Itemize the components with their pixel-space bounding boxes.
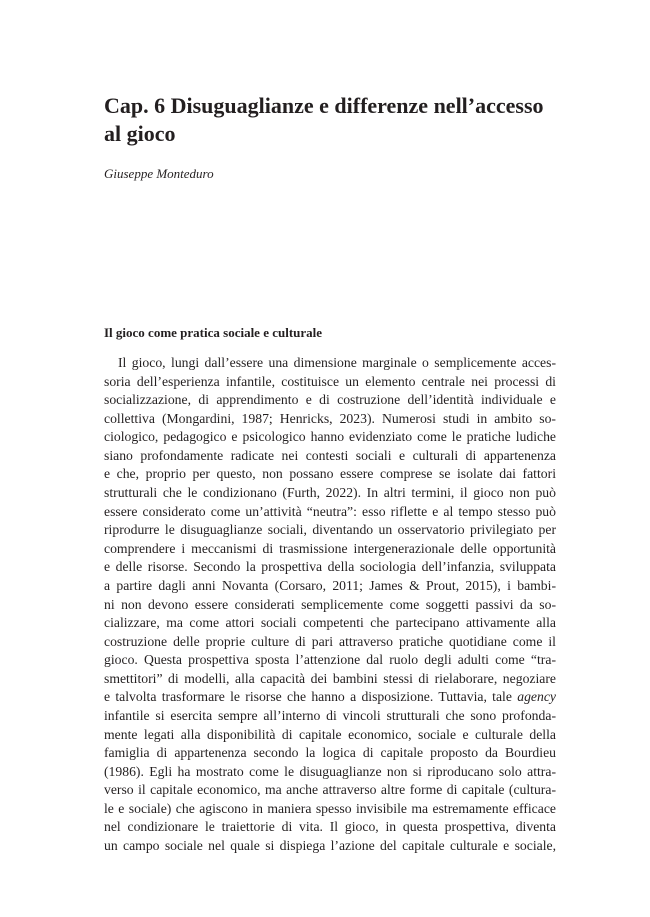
paragraph-line: smettitori” di modelli, alla capacità dei bambini stessi di rielaborare, negoziare bbox=[104, 670, 556, 686]
author-name: Giuseppe Monteduro bbox=[104, 166, 214, 181]
paragraph-line: nel condizionare le traiettorie di vita. Il gioco, in questa prospettiva, diventa bbox=[104, 819, 556, 835]
italic-term: agency bbox=[517, 689, 556, 705]
paragraph-line: le e sociale) che agiscono in maniera spesso invisibile ma estremamente efficace bbox=[104, 800, 556, 816]
paragraph-line: strutturali che le condizionano (Furth, 2022). In altri termini, il gioco non può bbox=[104, 485, 556, 501]
paragraph-line: soria dell’esperienza infantile, costituisce un elemento centrale nei processi di bbox=[104, 373, 556, 389]
paragraph-line: Il gioco, lungi dall’essere una dimensione marginale o semplicemente acces- bbox=[118, 355, 556, 370]
paragraph-line: comprendere i meccanismi di trasmissione intergenerazionale delle opportunità bbox=[104, 540, 556, 556]
paragraph-line: essere considerato come un’attività “neutra”: esso riflette e al tempo stesso può bbox=[104, 503, 556, 519]
paragraph-line: (1986). Egli ha mostrato come le disuguaglianze non si riproducano solo attra- bbox=[104, 763, 556, 779]
paragraph-line: gioco. Questa prospettiva sposta l’attenzione dal ruolo degli adulti come “tra- bbox=[104, 652, 556, 668]
paragraph-line: riprodurre le disuguaglianze sociali, diventando un osservatorio privilegiato per bbox=[104, 522, 556, 538]
paragraph-line: cializzare, ma come attori sociali competenti che partecipano attivamente alla bbox=[104, 615, 556, 631]
paragraph-line: a partire dagli anni Novanta (Corsaro, 2011; James & Prout, 2015), i bambi- bbox=[104, 577, 556, 593]
paragraph-line: siano profondamente radicate nei contesti sociali e culturali di appartenenza bbox=[104, 447, 556, 463]
paragraph-line: e che, proprio per questo, non possano essere comprese se isolate dai fattori bbox=[104, 466, 556, 482]
paragraph-line: collettiva (Mongardini, 1987; Henricks, 2023). Numerosi studi in ambito so- bbox=[104, 410, 556, 426]
paragraph-line: un campo sociale nel quale si dispiega l’azione del capitale culturale e sociale, bbox=[104, 838, 556, 854]
paragraph-line: infantile si esercita sempre all’interno di vincoli strutturali che sono profonda- bbox=[104, 707, 556, 723]
section-heading: Il gioco come pratica sociale e culturale bbox=[104, 325, 323, 340]
paragraph-line-with-italic bbox=[104, 688, 556, 707]
paragraph-line: ciologico, pedagogico e psicologico hanno evidenziato come le pratiche ludiche bbox=[104, 429, 556, 445]
paragraph-line: costruzione delle proprie culture di pari attraverso pratiche quotidiane come il bbox=[104, 633, 556, 649]
paragraph-line: famiglia di appartenenza secondo la logica di capitale proposto da Bourdieu bbox=[104, 745, 556, 761]
paragraph-line: verso il capitale economico, ma anche attraverso altre forme di capitale (cultura- bbox=[104, 782, 556, 798]
paragraph-line: e delle risorse. Secondo la prospettiva della sociologia dell’infanzia, sviluppata bbox=[104, 559, 556, 575]
paragraph-line: ni non devono essere considerati semplicemente come soggetti passivi da so- bbox=[104, 596, 556, 612]
line-text: e talvolta trasformare le risorse che hanno a disposizione. Tuttavia, tale bbox=[104, 689, 518, 705]
paragraph-line: socializzazione, di apprendimento e di costruzione dell’identità individuale e bbox=[104, 392, 556, 408]
chapter-title: Cap. 6 Disuguaglianze e differenze nell’accesso al gioco bbox=[104, 93, 544, 146]
body-paragraph bbox=[104, 354, 556, 856]
paragraph-line: mente legati alla disponibilità di capitale economico, sociale e culturale della bbox=[104, 726, 556, 742]
